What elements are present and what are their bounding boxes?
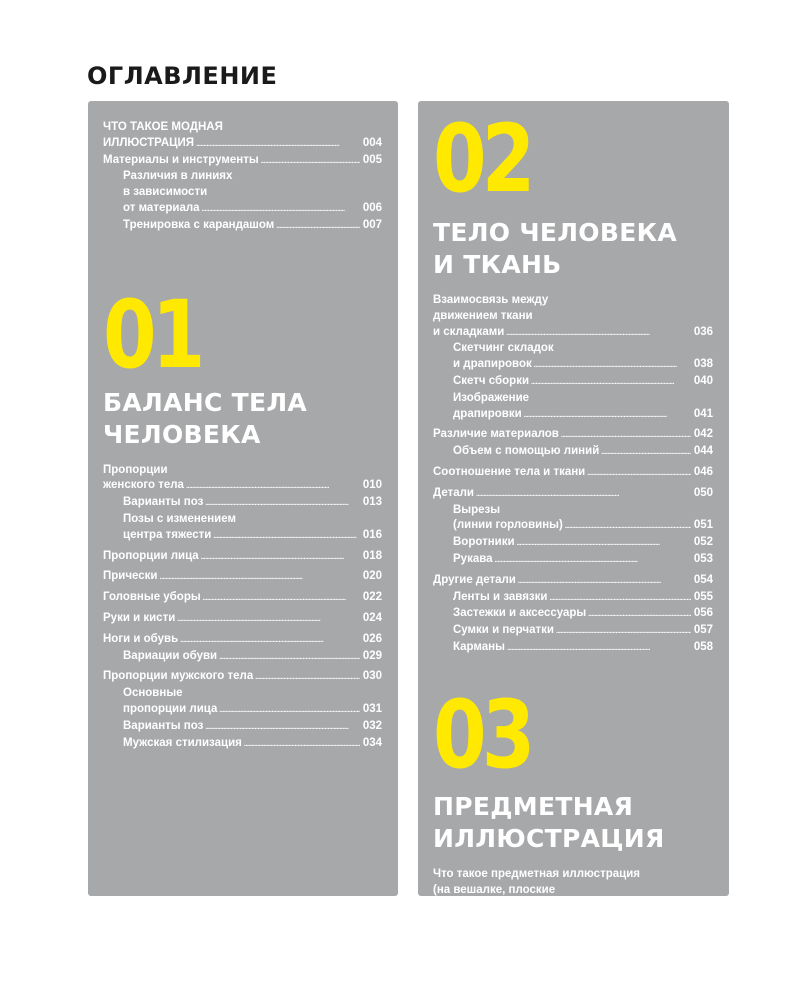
toc-entry-line — [103, 590, 382, 607]
toc-entry-line — [103, 569, 382, 586]
toc-entry-line — [453, 606, 713, 623]
dot-leader — [276, 218, 360, 235]
chapter-title-line: ПРЕДМЕТНАЯ — [433, 791, 634, 821]
toc-page-number: 005 — [362, 153, 382, 166]
toc-entry-text: Тренировка с карандашом — [123, 218, 275, 231]
dot-leader — [588, 606, 691, 623]
dot-leader — [177, 611, 360, 628]
toc-entry[interactable] — [103, 495, 382, 512]
toc-list-intro — [103, 120, 382, 235]
toc-entry-text: и складками — [433, 325, 505, 338]
toc-entry-line — [453, 640, 713, 657]
toc-panel-right — [418, 101, 729, 912]
toc-entry-text: Другие детали — [433, 573, 516, 586]
toc-entry-line — [453, 518, 713, 535]
toc-entry-line — [453, 357, 713, 374]
toc-entry[interactable] — [103, 549, 382, 566]
toc-page-number: 054 — [693, 573, 713, 586]
toc-entry-line — [103, 120, 382, 136]
toc-entry-text: движением ткани — [433, 309, 533, 322]
toc-entry[interactable] — [433, 465, 713, 482]
toc-entry-text: Вариации обуви — [123, 649, 218, 662]
toc-entry[interactable] — [433, 552, 713, 569]
toc-entry-text: Ноги и обувь — [103, 632, 179, 645]
dot-leader — [495, 552, 691, 569]
toc-entry-line — [453, 391, 713, 407]
toc-page-number: 050 — [693, 486, 713, 499]
toc-page-number: 060 — [693, 899, 713, 912]
chapter-title-line: И ТКАНЬ — [433, 250, 562, 279]
chapter-title-line: ИЛЛЮСТРАЦИЯ — [433, 823, 665, 853]
toc-entry-line — [123, 649, 382, 666]
dot-leader — [244, 736, 360, 753]
dot-leader — [601, 444, 691, 461]
toc-entry[interactable] — [433, 391, 713, 424]
toc-entry-text: ИЛЛЮСТРАЦИЯ — [103, 136, 195, 149]
toc-entry[interactable] — [433, 374, 713, 391]
toc-entry[interactable] — [103, 719, 382, 736]
toc-page-number: 010 — [362, 479, 382, 492]
toc-entry-text: Прически — [103, 570, 158, 583]
dot-leader — [186, 478, 360, 495]
chapter-number-01: 01 — [103, 280, 201, 390]
toc-entry[interactable] — [433, 503, 713, 536]
toc-entry-text: Изображение — [453, 391, 530, 404]
toc-entry-text: Соотношение тела и ткани — [433, 465, 586, 478]
chapter-title-line: ЧЕЛОВЕКА — [103, 419, 261, 449]
toc-page-number: 036 — [693, 325, 713, 338]
dot-leader — [507, 640, 691, 657]
toc-entry-text: Руки и кисти — [103, 611, 176, 624]
toc-entry-line — [433, 293, 713, 309]
toc-entry-text: Варианты поз — [123, 719, 204, 732]
chapter-title-line: ТЕЛО ЧЕЛОВЕКА — [433, 218, 677, 247]
toc-page-number: 006 — [362, 201, 382, 214]
toc-page-number: 020 — [362, 570, 382, 583]
toc-page-number: 032 — [362, 719, 382, 732]
toc-entry[interactable] — [103, 120, 382, 153]
toc-entry-line — [123, 719, 382, 736]
chapter-block-02 — [433, 105, 713, 281]
chapter-block-01 — [103, 280, 382, 451]
dot-leader — [160, 569, 360, 586]
dot-leader — [517, 535, 691, 552]
toc-page-number: 016 — [362, 528, 382, 541]
toc-entry[interactable] — [433, 486, 713, 503]
toc-entry-line — [103, 669, 382, 686]
toc-entry[interactable] — [103, 686, 382, 719]
toc-entry-line — [453, 444, 713, 461]
toc-entry[interactable] — [103, 611, 382, 628]
toc-entry-line — [103, 478, 382, 495]
toc-entry[interactable] — [103, 632, 382, 649]
toc-entry-line — [123, 736, 382, 753]
chapter-number-03: 03 — [433, 680, 531, 790]
dot-leader — [255, 669, 360, 686]
toc-entry-line — [103, 611, 382, 628]
toc-entry-text: Различие материалов — [433, 428, 559, 441]
toc-entry-text: женского тела — [103, 479, 184, 492]
page-title: ОГЛАВЛЕНИЕ — [87, 62, 278, 90]
dot-leader — [203, 590, 360, 607]
toc-entry-line — [453, 623, 713, 640]
toc-entry-line — [433, 465, 713, 482]
toc-entry-line — [433, 325, 713, 342]
dot-leader — [219, 649, 360, 666]
toc-entry-text: Рукава — [453, 552, 493, 565]
toc-entry-line — [123, 702, 382, 719]
toc-page-number: 044 — [693, 445, 713, 458]
toc-entry-text: центра тяжести — [123, 528, 212, 541]
toc-page-number: 018 — [362, 549, 382, 562]
toc-entry[interactable] — [433, 590, 713, 607]
dot-leader — [506, 325, 691, 342]
toc-entry-line — [103, 153, 382, 170]
toc-entry-line — [123, 495, 382, 512]
toc-entry-text: Основные — [123, 687, 183, 700]
toc-entry-line — [103, 136, 382, 153]
toc-entry-line — [123, 512, 382, 528]
toc-page-number: 046 — [693, 465, 713, 478]
toc-page-number: 004 — [362, 136, 382, 149]
toc-entry-text: Что такое предметная иллюстрация — [433, 867, 640, 880]
toc-entry-text: Материалы и инструменты — [103, 153, 259, 166]
toc-entry[interactable] — [103, 590, 382, 607]
toc-entry-text: Взаимосвязь между — [433, 294, 549, 306]
toc-page-number: 058 — [693, 640, 713, 653]
toc-entry[interactable] — [103, 512, 382, 545]
toc-page-number: 034 — [362, 736, 382, 749]
toc-entry[interactable] — [433, 640, 713, 657]
toc-entry[interactable] — [433, 427, 713, 444]
toc-entry-text: пропорции лица — [123, 702, 218, 715]
toc-entry-line — [453, 552, 713, 569]
dot-leader — [534, 357, 691, 374]
toc-entry-text: Застежки и аксессуары — [453, 607, 587, 620]
toc-entry[interactable] — [433, 573, 713, 590]
toc-entry-text: (линии горловины) — [453, 519, 563, 532]
toc-entry[interactable] — [103, 463, 382, 496]
toc-entry-text: Воротники — [453, 536, 515, 549]
toc-page-number: 030 — [362, 670, 382, 683]
dot-leader — [219, 702, 359, 719]
toc-entry[interactable] — [433, 444, 713, 461]
toc-page-number: 055 — [693, 590, 713, 603]
toc-page-number: 029 — [362, 649, 382, 662]
toc-entry-text: Различия в линиях — [123, 170, 233, 183]
toc-page-number: 040 — [693, 374, 713, 387]
toc-entry-line — [123, 185, 382, 201]
toc-list-chapter-01 — [103, 463, 382, 753]
toc-entry-text: Скетчинг складок — [453, 342, 554, 355]
toc-page-number: 007 — [362, 218, 382, 231]
toc-entry-text: от материала — [123, 201, 200, 214]
toc-entry-text: ЧТО ТАКОЕ МОДНАЯ — [103, 121, 223, 133]
dot-leader — [587, 465, 691, 482]
toc-entry-text: Головные уборы — [103, 591, 201, 604]
toc-entry[interactable] — [433, 867, 713, 915]
toc-entry-text: Варианты поз — [123, 496, 204, 509]
toc-entry-text: Детали — [433, 486, 474, 499]
toc-page-number: 057 — [693, 624, 713, 637]
dot-leader — [205, 495, 359, 512]
dot-leader — [201, 549, 360, 566]
toc-page-number: 056 — [693, 607, 713, 620]
toc-entry-text: (на вешалке, плоские — [433, 883, 556, 896]
chapter-title-line: БАЛАНС ТЕЛА — [103, 387, 308, 417]
dot-leader — [202, 201, 360, 218]
toc-entry[interactable] — [103, 169, 382, 217]
toc-page-number: 053 — [693, 552, 713, 565]
dot-leader — [205, 719, 359, 736]
toc-page-number: 038 — [693, 358, 713, 371]
toc-entry-line — [433, 427, 713, 444]
toc-page-number: 031 — [362, 702, 382, 715]
toc-page-number: 041 — [693, 407, 713, 420]
toc-entry-text: Пропорции мужского тела — [103, 670, 254, 683]
toc-entry[interactable] — [103, 218, 382, 235]
toc-entry-line — [123, 686, 382, 702]
dot-leader — [556, 623, 691, 640]
chapter-number-02: 02 — [433, 105, 531, 214]
toc-entry-text: Пропорции лица — [103, 549, 199, 562]
toc-entry-line — [453, 407, 713, 424]
toc-entry-text: Карманы — [453, 640, 505, 653]
toc-entry-line — [103, 463, 382, 479]
dot-leader — [180, 632, 360, 649]
toc-entry-line — [453, 590, 713, 607]
toc-entry[interactable] — [433, 535, 713, 552]
toc-page-number: 024 — [362, 611, 382, 624]
dot-leader — [561, 427, 691, 444]
toc-entry-line — [433, 486, 713, 503]
toc-entry-line — [123, 201, 382, 218]
toc-page-number: 022 — [362, 591, 382, 604]
toc-page-number: 051 — [693, 519, 713, 532]
toc-entry-text: Сумки и перчатки — [453, 624, 554, 637]
toc-entry-line — [453, 503, 713, 519]
toc-entry-line — [453, 374, 713, 391]
toc-panel-left — [88, 101, 398, 896]
toc-entry-text: Ленты и завязки — [453, 590, 548, 603]
toc-entry-text: Позы с изменением — [123, 512, 236, 525]
toc-list-chapter-03 — [433, 867, 713, 915]
dot-leader — [213, 528, 359, 545]
toc-entry-text: Вырезы — [453, 503, 501, 516]
toc-entry[interactable] — [433, 341, 713, 374]
toc-page-number: 052 — [693, 536, 713, 549]
toc-entry-line — [453, 341, 713, 357]
dot-leader — [565, 518, 691, 535]
toc-entry[interactable] — [103, 669, 382, 686]
toc-page-number: 026 — [362, 632, 382, 645]
dot-leader — [549, 590, 690, 607]
toc-entry[interactable] — [103, 153, 382, 170]
dot-leader — [476, 486, 691, 503]
toc-entry-line — [433, 898, 713, 915]
toc-entry-text: изображения, схемы) — [433, 899, 556, 912]
toc-entry[interactable] — [103, 736, 382, 753]
toc-entry-line — [453, 535, 713, 552]
toc-entry[interactable] — [103, 649, 382, 666]
toc-entry-line — [103, 632, 382, 649]
toc-entry[interactable] — [433, 623, 713, 640]
toc-page-number: 013 — [362, 496, 382, 509]
toc-entry-line — [433, 867, 713, 883]
toc-page-number: 042 — [693, 428, 713, 441]
toc-entry-line — [433, 309, 713, 325]
toc-entry-line — [123, 218, 382, 235]
toc-entry[interactable] — [433, 293, 713, 341]
toc-entry[interactable] — [433, 606, 713, 623]
toc-entry-text: и драпировок — [453, 358, 532, 371]
toc-entry-line — [433, 573, 713, 590]
toc-entry-line — [123, 528, 382, 545]
dot-leader — [518, 573, 691, 590]
toc-entry-text: Объем с помощью линий — [453, 445, 600, 458]
chapter-block-03 — [433, 680, 713, 855]
dot-leader — [524, 407, 691, 424]
toc-entry-text: Пропорции — [103, 463, 168, 476]
dot-leader — [557, 898, 690, 915]
toc-entry-text: Мужская стилизация — [123, 736, 242, 749]
dot-leader — [261, 153, 360, 170]
toc-entry-line — [123, 169, 382, 185]
dot-leader — [531, 374, 691, 391]
toc-entry-text: Скетч сборки — [453, 374, 530, 387]
toc-entry-line — [433, 883, 713, 899]
toc-entry-line — [103, 549, 382, 566]
toc-entry-text: драпировки — [453, 407, 522, 420]
toc-entry[interactable] — [103, 569, 382, 586]
toc-entry-text: в зависимости — [123, 186, 208, 199]
dot-leader — [196, 136, 360, 153]
toc-list-chapter-02 — [433, 293, 713, 657]
